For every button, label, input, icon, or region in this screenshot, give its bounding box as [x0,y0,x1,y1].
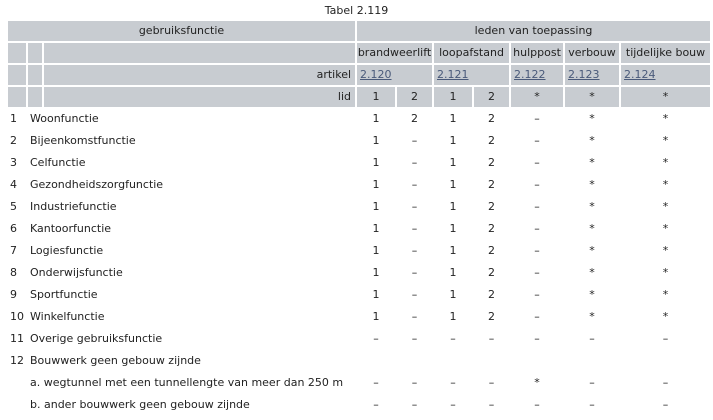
lid-value: * [511,87,563,107]
row-gebruiksfunctie: Woonfunctie [30,112,99,125]
row-value: * [589,288,595,301]
col-loopafstand: loopafstand [434,43,509,63]
col-hulppost: hulppost [511,43,563,63]
row-value: 2 [488,288,496,301]
subrow-value: – [662,376,669,389]
table-caption: Tabel 2.119 [324,4,389,17]
row-gebruiksfunctie: Logiesfunctie [30,244,104,257]
row-value: 1 [449,200,457,213]
row-number: 6 [10,222,17,235]
row-gebruiksfunctie: Winkelfunctie [30,310,105,323]
col-verbouw: verbouw [565,43,619,63]
table-subrow [8,395,710,415]
row-value: – [534,112,540,125]
row-value: * [589,200,595,213]
row-value: * [589,266,595,279]
row-value: 1 [372,156,380,169]
row-value: – [534,266,540,279]
row-value: – [373,332,379,345]
row-value: * [662,156,669,169]
row-gebruiksfunctie: Overige gebruiksfunctie [30,332,163,345]
row-value: 2 [411,112,419,125]
table-row [8,329,710,349]
row-gebruiksfunctie: Gezondheidszorgfunctie [30,178,164,191]
table-row [8,285,710,305]
row-value: – [534,310,540,323]
row-value: 1 [372,134,380,147]
row-value: * [662,222,669,235]
row-value: 2 [488,266,496,279]
row-value: * [589,222,595,235]
row-value: * [662,112,669,125]
row-value: 2 [488,178,496,191]
row-value: – [411,244,418,257]
row-gebruiksfunctie: Industriefunctie [30,200,117,213]
lid-value: 1 [357,87,395,107]
subrow-value: – [373,398,379,411]
subrow-value: – [450,398,456,411]
subrow-value: – [589,398,595,411]
row-value: 2 [488,244,496,257]
row-gebruiksfunctie: Bouwwerk geen gebouw zijnde [30,354,201,367]
artikel-link-2-122[interactable]: 2.122 [514,68,546,81]
lid-value: * [565,87,619,107]
artikel-link-2-121[interactable]: 2.121 [437,68,469,81]
row-value: * [662,200,669,213]
row-value: 1 [449,266,457,279]
artikel-link-2-124[interactable]: 2.124 [624,68,656,81]
row-value: 2 [488,222,496,235]
row-value: – [411,310,418,323]
row-value: 1 [449,222,457,235]
row-value: 2 [488,156,496,169]
row-value: 1 [449,134,457,147]
row-value [434,351,472,371]
col-tijdelijke-bouw: tijdelijke bouw [621,43,710,63]
row-value: 1 [372,200,380,213]
row-gebruiksfunctie: Sportfunctie [30,288,98,301]
row-number: 11 [10,332,24,345]
row-value: 1 [372,266,380,279]
row-value: 1 [372,178,380,191]
row-value: 1 [372,244,380,257]
table-row [8,241,710,261]
row-value: * [589,310,595,323]
row-value [511,351,563,371]
row-value: * [589,112,595,125]
row-value: – [534,200,540,213]
row-number: 7 [10,244,17,257]
row-value: * [662,266,669,279]
row-value: – [411,288,418,301]
row-value: – [534,156,540,169]
row-number: 1 [10,112,17,125]
col-brandweerlift: brandweerlift [357,43,432,63]
row-value: 1 [372,288,380,301]
lid-label: lid [44,87,355,107]
row-number: 8 [10,266,17,279]
row-value: * [662,288,669,301]
row-value: 2 [488,112,496,125]
subrow-value: – [411,376,418,389]
table-row [8,351,710,371]
row-value: 1 [449,310,457,323]
row-value: 1 [449,244,457,257]
subrow-value: * [534,376,540,389]
row-gebruiksfunctie: Celfunctie [30,156,86,169]
row-value: 2 [488,134,496,147]
row-value: – [488,332,495,345]
row-number: 5 [10,200,17,213]
row-value: 1 [372,112,380,125]
row-value [621,351,710,371]
row-value: – [411,156,418,169]
table-subrow [8,373,710,393]
table-row [8,109,710,129]
table-row [8,131,710,151]
row-value: – [411,134,418,147]
row-value: – [662,332,669,345]
header-gebruiksfunctie: gebruiksfunctie [8,21,355,41]
subrow-value: – [662,398,669,411]
row-value: – [411,332,418,345]
lid-value: 2 [474,87,509,107]
subrow-name: b. ander bouwwerk geen gebouw zijnde [30,398,250,411]
row-value: 1 [372,222,380,235]
table-row [8,197,710,217]
row-number: 4 [10,178,17,191]
row-value: * [589,244,595,257]
row-value: – [534,332,540,345]
row-value [357,351,395,371]
artikel-label: artikel [44,65,355,85]
row-number: 3 [10,156,17,169]
row-value: – [411,178,418,191]
row-value: 2 [488,200,496,213]
row-number: 2 [10,134,17,147]
subrow-value: – [488,376,495,389]
artikel-link-2-120[interactable]: 2.120 [360,68,392,81]
lid-value: 1 [434,87,472,107]
requirements-table [6,19,712,417]
row-value: – [589,332,595,345]
lid-value: * [621,87,710,107]
table-row [8,219,710,239]
table-row [8,153,710,173]
row-value: – [534,178,540,191]
row-value [474,351,509,371]
row-value: – [411,222,418,235]
subrow-name: a. wegtunnel met een tunnellengte van meer dan 250 m [30,376,344,389]
row-value: 1 [372,310,380,323]
subrow-value: – [373,376,379,389]
subrow-value: – [534,398,540,411]
row-gebruiksfunctie: Onderwijsfunctie [30,266,123,279]
row-value [565,351,619,371]
row-number: 10 [10,310,24,323]
row-value: – [411,200,418,213]
row-value: * [662,134,669,147]
row-value: – [534,288,540,301]
header-leden: leden van toepassing [357,21,710,41]
row-gebruiksfunctie: Bijeenkomstfunctie [30,134,136,147]
row-value: * [589,134,595,147]
row-value: 2 [488,310,496,323]
subrow-value: – [488,398,495,411]
row-value: * [662,310,669,323]
row-value [397,351,432,371]
row-value: 1 [449,288,457,301]
subrow-value: – [450,376,456,389]
row-value: * [662,244,669,257]
lid-value: 2 [397,87,432,107]
row-value: 1 [449,156,457,169]
row-value: – [411,266,418,279]
row-value: – [534,244,540,257]
table-row [8,263,710,283]
subrow-value: – [589,376,595,389]
row-value: – [534,134,540,147]
subrow-value: – [411,398,418,411]
row-value: – [450,332,456,345]
row-number: 9 [10,288,17,301]
row-value: * [589,178,595,191]
row-value: 1 [449,178,457,191]
artikel-link-2-123[interactable]: 2.123 [568,68,600,81]
row-value: * [662,178,669,191]
row-gebruiksfunctie: Kantoorfunctie [30,222,112,235]
row-number: 12 [10,354,24,367]
row-value: – [534,222,540,235]
row-value: 1 [449,112,457,125]
row-value: * [589,156,595,169]
table-row [8,175,710,195]
table-row [8,307,710,327]
